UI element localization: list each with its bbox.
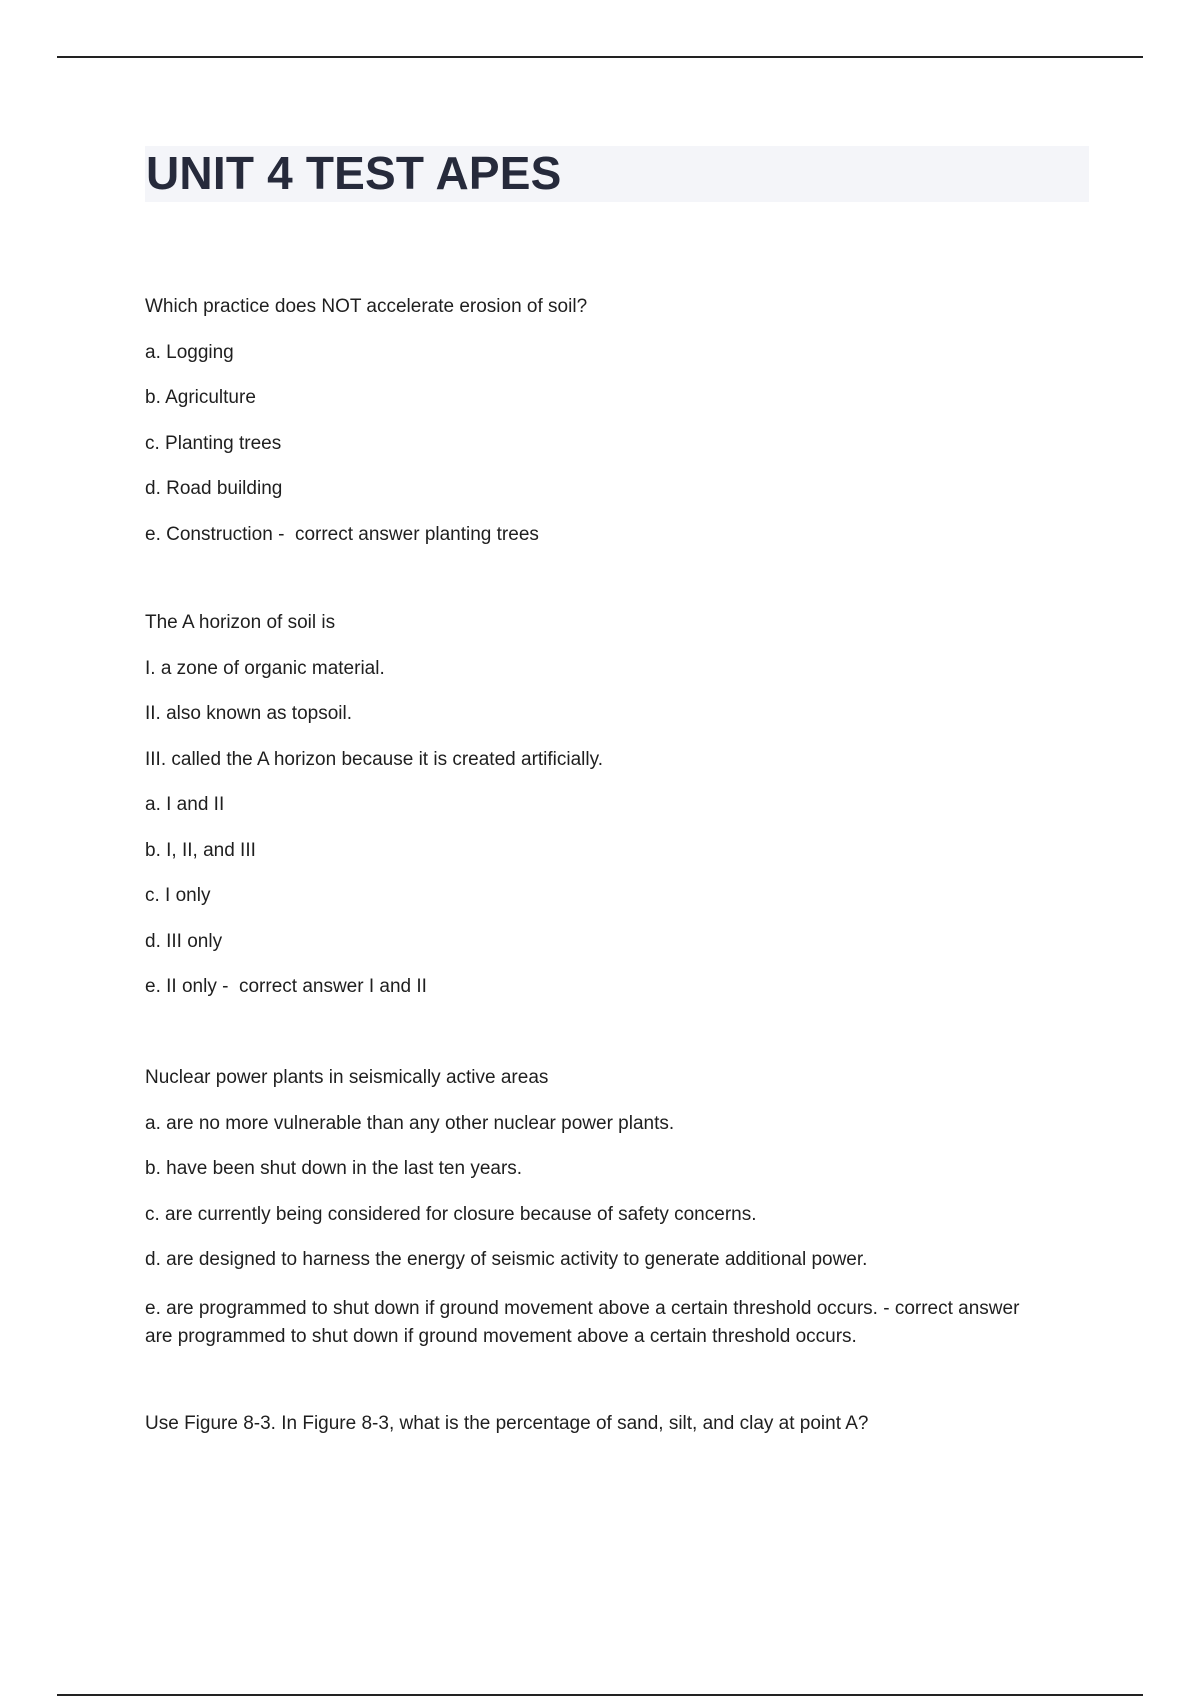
statement-item: III. called the A horizon because it is created artificially. xyxy=(145,748,603,770)
answer-option: c. are currently being considered for closure because of safety concerns. xyxy=(145,1203,757,1225)
question-4 xyxy=(145,1413,1045,1435)
answer-option: a. I and II xyxy=(145,794,225,815)
footer-rule xyxy=(57,1694,1143,1696)
statement-item: II. also known as topsoil. xyxy=(145,703,352,724)
answer-option-with-correct-answer: e. are programmed to shut down if ground movement above a certain threshold occurs. - correct answer are programmed to shut down if ground movement above a certain threshold occurs. xyxy=(145,1297,1020,1347)
question-3 xyxy=(145,1067,1045,1351)
document-title: UNIT 4 TEST APES xyxy=(146,147,562,199)
question-prompt: Nuclear power plants in seismically active areas xyxy=(145,1067,549,1088)
answer-option: c. Planting trees xyxy=(145,432,282,454)
answer-option: d. III only xyxy=(145,930,223,952)
answer-option: b. Agriculture xyxy=(145,387,256,408)
header-rule xyxy=(57,56,1143,58)
answer-option: b. I, II, and III xyxy=(145,839,256,861)
answer-option: a. Logging xyxy=(145,341,234,363)
answer-option: c. I only xyxy=(145,885,211,906)
question-prompt: Which practice does NOT accelerate erosion of soil? xyxy=(145,296,588,317)
question-prompt: Use Figure 8-3. In Figure 8-3, what is the percentage of sand, silt, and clay at point A? xyxy=(145,1413,869,1434)
answer-option-with-correct-answer: e. Construction - correct answer planting trees xyxy=(145,523,539,545)
answer-option: d. are designed to harness the energy of seismic activity to generate additional power. xyxy=(145,1249,868,1270)
question-2 xyxy=(145,612,1045,998)
answer-option: b. have been shut down in the last ten years. xyxy=(145,1158,523,1179)
question-1 xyxy=(145,296,1045,546)
answer-option-with-correct-answer: e. II only - correct answer I and II xyxy=(145,976,427,997)
question-prompt: The A horizon of soil is xyxy=(145,612,336,633)
answer-option: a. are no more vulnerable than any other nuclear power plants. xyxy=(145,1112,675,1134)
statement-item: I. a zone of organic material. xyxy=(145,657,385,679)
answer-option: d. Road building xyxy=(145,478,283,499)
